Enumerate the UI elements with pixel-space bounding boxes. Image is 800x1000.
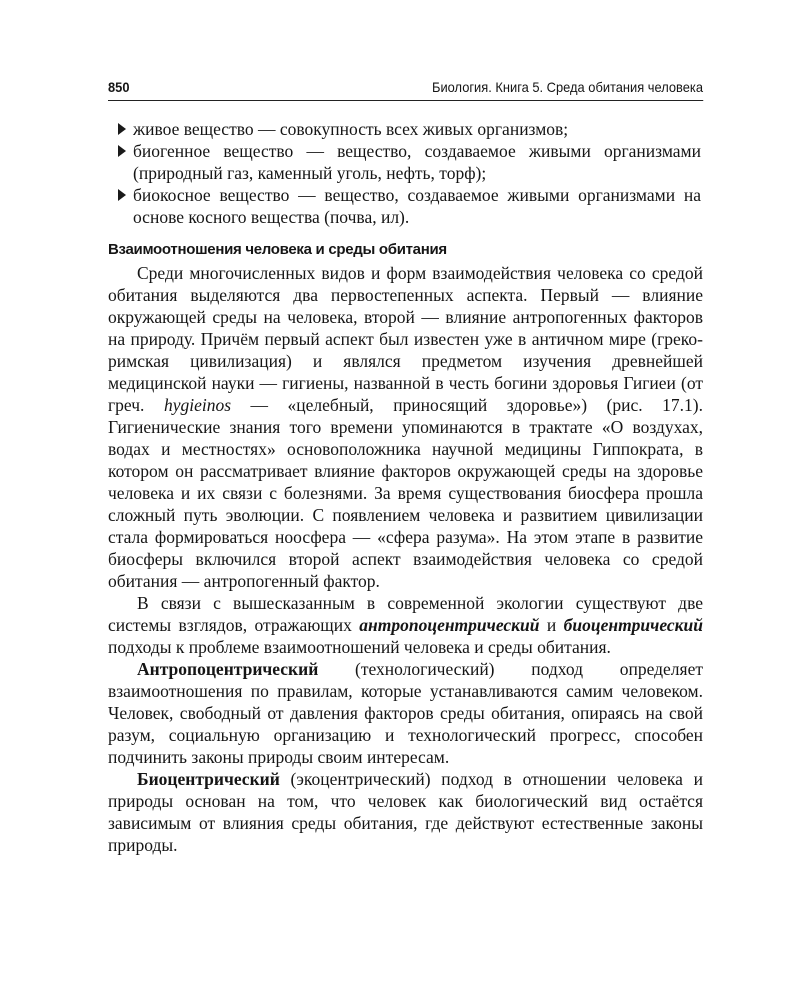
bold-italic-term: антропоцентрический xyxy=(359,615,540,635)
body-paragraph xyxy=(108,592,703,658)
list-item-text: живое вещество — совокупность всех живых организмов; xyxy=(133,119,569,139)
bold-italic-term: биоцентрический xyxy=(563,615,703,635)
paragraph-text: подходы к проблеме взаимоотношений человека и среды обитания. xyxy=(108,637,611,657)
page-number: 850 xyxy=(108,79,130,95)
body-paragraph xyxy=(108,262,703,592)
bullet-list xyxy=(108,118,703,228)
body-paragraph xyxy=(108,768,703,856)
book-page xyxy=(108,78,703,856)
running-head xyxy=(108,78,703,101)
page-content xyxy=(108,118,703,856)
body-paragraph xyxy=(108,658,703,768)
paragraph-text: и xyxy=(539,615,564,635)
list-item-text: биогенное вещество — вещество, создаваемое живыми организмами (природный газ, каменный уголь, нефть, торф); xyxy=(133,141,701,183)
italic-term: hygieinos xyxy=(163,395,232,415)
triangle-bullet-icon xyxy=(118,145,126,157)
section-heading: Взаимоотношения человека и среды обитания xyxy=(108,241,447,258)
paragraph-text: (экоцентрический) подход в отношении человека и природы основан на том, что человек как биологический вид остаётся зависимым от влияния среды обитания, где действуют естественные законы природы. xyxy=(108,769,703,855)
list-item xyxy=(108,184,703,228)
paragraph-text: — «целебный, приносящий здоровье») (рис. 17.1). Гигиенические знания того времени упоминаются в трактате «О воздухах, водах и местностях» основоположника научной медицины Гиппократа, в котором он рассматривает влияние факторов окружающей среды на здоровье человека и их связи с болезнями. За время существования биосфера прошла сложный путь эволюции. С появлением человека и развитием цивилизации стала формироваться ноосфера — «сфера разума». На этом этапе в развитие биосферы включился второй аспект взаимодействия человека со средой обитания — антропогенный фактор. xyxy=(108,395,704,591)
triangle-bullet-icon xyxy=(118,189,126,201)
paragraph-text: Среди многочисленных видов и форм взаимодействия человека со средой обитания выделяются два первостепенных аспекта. Первый — влияние окружающей среды на человека, второй — влияние антропогенных факторов на природу. Причём первый аспект был известен уже в античном мире (греко-римская цивилизация) и являлся предметом изучения древнейшей медицинской науки — гигиены, названной в честь богини здоровья Гигиеи (от греч. xyxy=(108,263,703,415)
bold-term: Биоцентрический xyxy=(137,769,280,789)
paragraph-text: В связи с вышесказанным в современной экологии существуют две системы взглядов, отражающих xyxy=(108,593,703,635)
list-item xyxy=(108,118,703,140)
running-title: Биология. Книга 5. Среда обитания человека xyxy=(432,79,704,95)
bold-term: Антропоцентрический xyxy=(137,659,319,679)
paragraph-text: (технологический) подход определяет взаимоотношения по правилам, которые устанавливаются самим человеком. Человек, свободный от давления факторов среды обитания, опираясь на свой разум, социальную организацию и технологический прогресс, способен подчинить законы природы своим интересам. xyxy=(108,659,703,767)
list-item xyxy=(108,140,703,184)
triangle-bullet-icon xyxy=(118,123,126,135)
list-item-text: биокосное вещество — вещество, создаваемое живыми организмами на основе косного вещества (почва, ил). xyxy=(133,185,701,227)
